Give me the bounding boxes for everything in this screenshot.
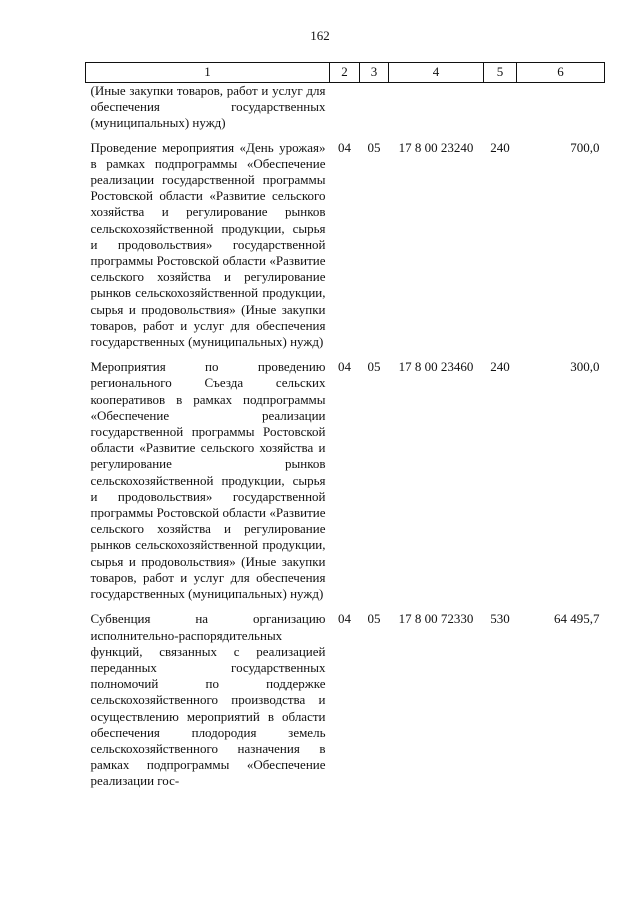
header-col-6: 6 bbox=[517, 63, 605, 83]
row-target-article bbox=[389, 83, 484, 140]
row-expense-type: 530 bbox=[490, 611, 510, 627]
row-subsection: 05 bbox=[367, 139, 381, 155]
header-col-1: 1 bbox=[86, 63, 330, 83]
row-amount bbox=[517, 83, 605, 140]
row-section: 04 bbox=[338, 611, 351, 627]
row-amount: 300,0 bbox=[570, 359, 600, 375]
budget-table bbox=[85, 62, 605, 799]
row-description: Мероприятия по проведению регионального Съезда сельских кооперативов в рамках подпрограммы «Обеспечение реализации государственной программы Ростовской области «Развитие сельского хозяйства и регулирование рынков сельскохозяйственной продукции, сырья и продовольствия» государственной программы Ростовской области «Развитие сельского хозяйства и регулирование рынков сельскохозяйственной продукции, сырья и продовольствия» (Иные закупки товаров, работ и услуг для обеспечения государственных (муниципальных) нужд) bbox=[90, 359, 326, 602]
page-number: 162 bbox=[310, 28, 330, 43]
table-row bbox=[86, 359, 605, 611]
row-target-article: 17 8 00 72330 bbox=[398, 611, 474, 627]
table-row bbox=[86, 140, 605, 360]
header-col-3: 3 bbox=[360, 63, 389, 83]
row-expense-type bbox=[484, 83, 517, 140]
header-col-5: 5 bbox=[484, 63, 517, 83]
header-row bbox=[86, 63, 605, 83]
header-col-4: 4 bbox=[389, 63, 484, 83]
row-expense-type: 240 bbox=[490, 139, 510, 155]
row-target-article: 17 8 00 23460 bbox=[398, 359, 474, 375]
row-description: (Иные закупки товаров, работ и услуг для обеспечения государственных (муниципальных) нужд) bbox=[90, 83, 326, 131]
table-body bbox=[86, 83, 605, 799]
row-subsection: 05 bbox=[367, 359, 381, 375]
row-amount: 64 495,7 bbox=[554, 611, 600, 627]
row-amount: 700,0 bbox=[570, 139, 600, 155]
row-section: 04 bbox=[338, 359, 351, 375]
row-expense-type: 240 bbox=[490, 359, 510, 375]
table-row bbox=[86, 611, 605, 798]
row-subsection bbox=[360, 83, 389, 140]
row-section bbox=[330, 83, 360, 140]
row-subsection: 05 bbox=[367, 611, 381, 627]
row-description: Субвенция на организацию исполнительно-распорядительных функций, связанных с реализацией переданных государственных полномочий по поддержке сельскохозяйственного производства и осуществлению мероприятий в области обеспечения плодородия земель сельскохозяйственного назначения в рамках подпрограммы «Обеспечение реализации гос- bbox=[90, 611, 326, 789]
table-row bbox=[86, 83, 605, 140]
row-target-article: 17 8 00 23240 bbox=[398, 139, 474, 155]
header-col-2: 2 bbox=[330, 63, 360, 83]
table-header bbox=[86, 63, 605, 83]
row-section: 04 bbox=[338, 139, 351, 155]
row-description: Проведение мероприятия «День урожая» в рамках подпрограммы «Обеспечение реализации государственной программы Ростовской области «Развитие сельского хозяйства и регулирование рынков сельскохозяйственной продукции, сырья и продовольствия» государственной программы Ростовской области «Развитие сельского хозяйства и регулирование рынков сельскохозяйственной продукции, сырья и продовольствия» (Иные закупки товаров, работ и услуг для обеспечения государственных (муниципальных) нужд) bbox=[90, 139, 326, 350]
